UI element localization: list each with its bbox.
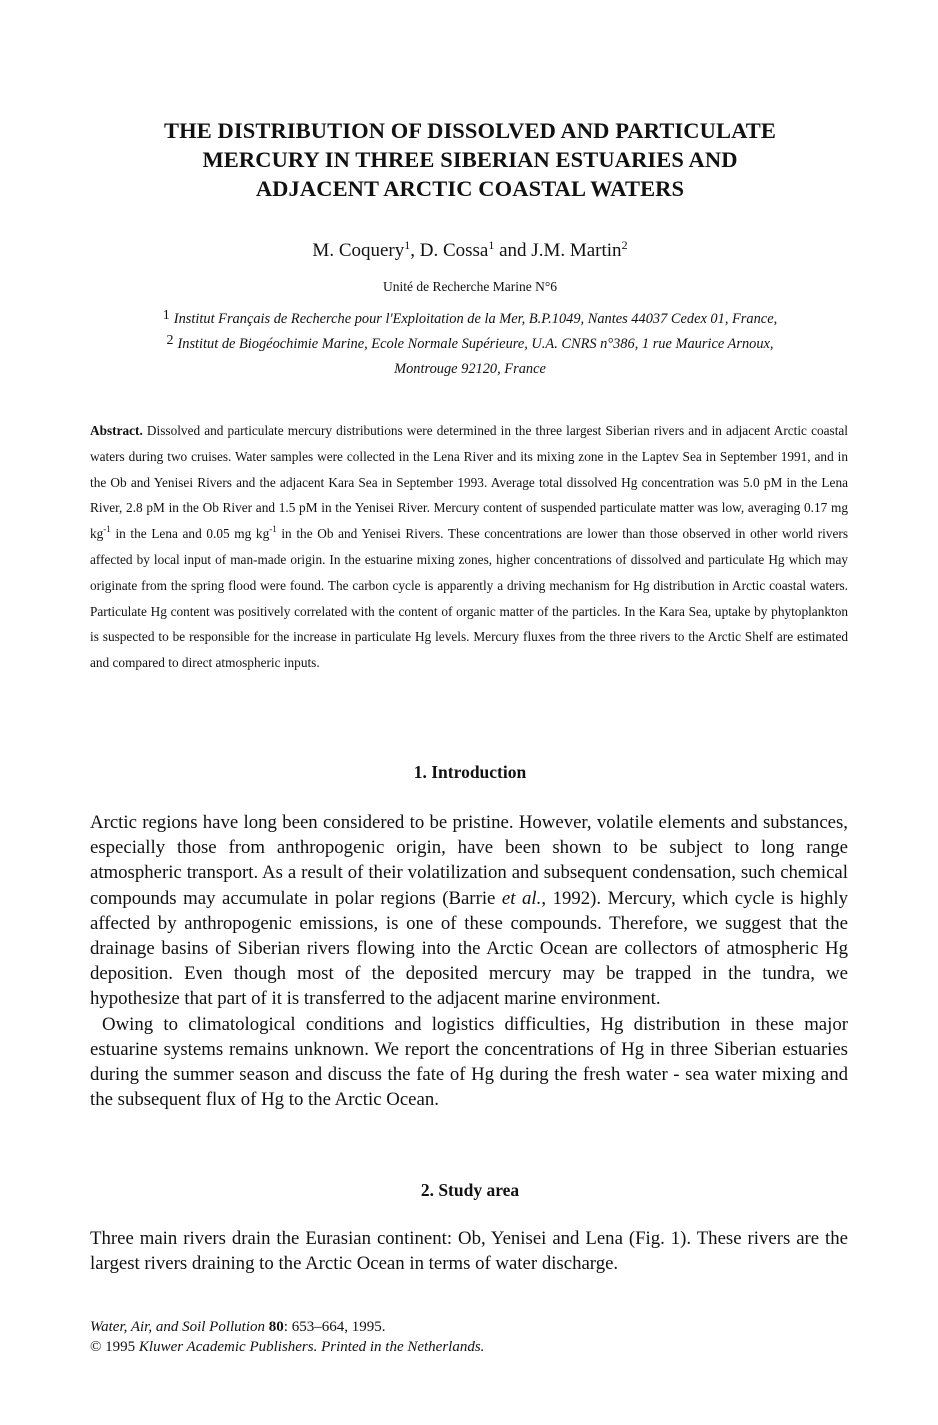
copyright-year: 1995	[101, 1339, 139, 1355]
unit-exponent: -1	[103, 524, 111, 535]
affiliation-number: 1	[162, 308, 170, 323]
abstract-text: in the Ob and Yenisei Rivers. These concentrations are lower than those observed in other world rivers affected by local input of man-made origin. In the estuarine mixing zones, higher concentrations of dissolved and particulate Hg which may originate from the spring flood were found. The carbon cycle is apparently a driving mechanism for Hg distribution in Arctic coastal waters. Particulate Hg content was positively correlated with the content of organic matter of the particles. In the Kara Sea, uptake by phytoplankton is suspected to be responsible for the increase in particulate Hg levels. Mercury fluxes from the three rivers to the Arctic Shelf are estimated and compared to direct atmospheric inputs.	[90, 526, 848, 671]
copyright-symbol: ©	[90, 1339, 102, 1355]
affiliations	[90, 307, 850, 382]
affiliation-number: 2	[166, 333, 174, 348]
affiliation-2-continued: Montrouge 92120, France	[394, 361, 546, 377]
research-unit: Unité de Recherche Marine N°6	[382, 279, 558, 294]
title-line-3: ADJACENT ARCTIC COASTAL WATERS	[255, 176, 685, 201]
study-area-body	[90, 1226, 848, 1276]
affiliation-text: Institut Français de Recherche pour l'Exploitation de la Mer, B.P.1049, Nantes 44037 Cedex 01, France,	[173, 311, 778, 327]
publisher-name: Kluwer Academic Publishers. Printed in the Netherlands.	[138, 1339, 485, 1355]
author-list	[90, 239, 850, 263]
abstract	[90, 418, 848, 676]
abstract-text: Dissolved and particulate mercury distributions were determined in the three largest Siberian rivers and in adjacent Arctic coastal waters during two cruises. Water samples were collected in the Lena River and its mixing zone in the Laptev Sea in September 1991, and in the Ob and Yenisei Rivers and the adjacent Kara Sea in September 1993. Average total dissolved Hg concentration was 5.0 pM in the Lena River, 2.8 pM in the Ob River and 1.5 pM in the Yenisei River. Mercury content of suspended particulate matter was low, averaging 0.17 mg kg	[90, 423, 848, 542]
paragraph	[90, 810, 848, 1012]
affiliation-1	[90, 307, 850, 332]
unit-exponent: -1	[269, 524, 277, 535]
author-affiliation-mark: 1	[404, 238, 411, 252]
paragraph-text: , 1992). Mercury, which cycle is highly affected by anthropogenic emissions, is one of these compounds. Therefore, we suggest that the drainage basins of Siberian rivers flowing into the Arctic Ocean are collectors of atmospheric Hg deposition. Even though most of the deposited mercury may be trapped in the tundra, we hypothesize that part of it is transferred to the adjacent marine environment.	[90, 887, 848, 1010]
journal-name: Water, Air, and Soil Pollution	[90, 1319, 266, 1335]
title-line-2: MERCURY IN THREE SIBERIAN ESTUARIES AND	[202, 147, 738, 172]
author-affiliation-mark: 2	[621, 238, 628, 252]
section-heading-introduction: 1. Introduction	[413, 762, 527, 782]
paper-title	[90, 116, 850, 203]
paragraph-text: Arctic regions have long been considered to be pristine. However, volatile elements and substances, especially those from anthropogenic origin, have been shown to be subject to long range atmospheric transport. As a result of their volatilization and subsequent condensation, such chemical compounds may accumulate in polar regions (Barrie	[90, 812, 848, 909]
section-heading-study-area: 2. Study area	[420, 1180, 520, 1200]
affiliation-text: Institut de Biogéochimie Marine, Ecole Normale Supérieure, U.A. CNRS n°386, 1 rue Maurice Arnoux,	[177, 336, 774, 352]
paragraph: Three main rivers drain the Eurasian continent: Ob, Yenisei and Lena (Fig. 1). These rivers are the largest rivers draining to the Arctic Ocean in terms of water discharge.	[90, 1228, 848, 1275]
affiliation-2	[90, 332, 850, 357]
title-line-1: THE DISTRIBUTION OF DISSOLVED AND PARTICULATE	[164, 118, 776, 143]
abstract-label: Abstract.	[90, 423, 143, 438]
author-affiliation-mark: 1	[488, 238, 495, 252]
journal-volume: 80	[265, 1319, 284, 1335]
author-name: , D. Cossa	[410, 240, 489, 261]
citation-etal: et al.	[501, 887, 542, 909]
introduction-body	[90, 810, 848, 1112]
copyright-line	[90, 1337, 850, 1357]
paragraph: Owing to climatological conditions and logistics difficulties, Hg distribution in these major estuarine systems remains unknown. We report the concentrations of Hg in three Siberian estuaries during the summer season and discuss the fate of Hg during the fresh water - sea water mixing and the subsequent flux of Hg to the Arctic Ocean.	[90, 1013, 848, 1111]
author-name: M. Coquery	[312, 240, 405, 261]
author-name: and J.M. Martin	[494, 240, 622, 261]
journal-footer	[90, 1317, 850, 1357]
abstract-text: in the Lena and 0.05 mg kg	[110, 526, 270, 542]
journal-pages: : 653–664, 1995.	[283, 1319, 386, 1335]
journal-citation	[90, 1317, 850, 1337]
